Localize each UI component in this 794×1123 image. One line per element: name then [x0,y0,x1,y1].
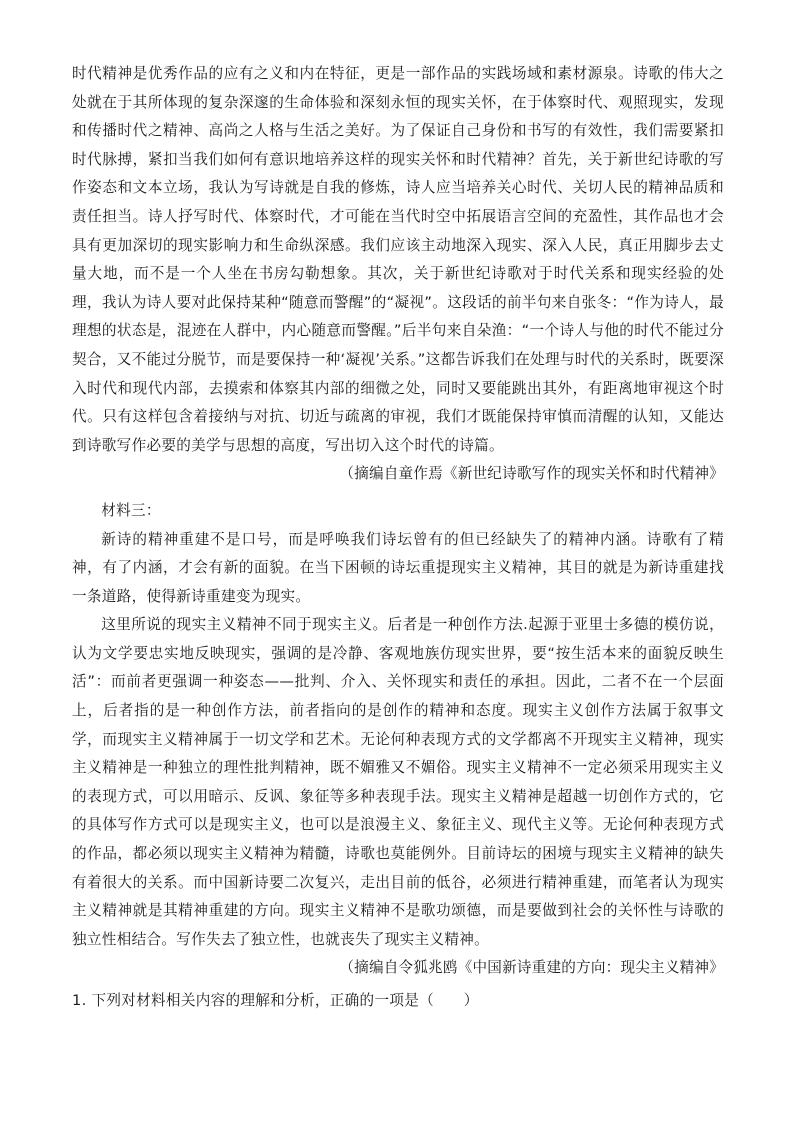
material3-paragraph-1: 新诗的精神重建不是口号，而是呼唤我们诗坛曾有的但已经缺失了的精神内涵。诗歌有了精神，有了内涵，才会有新的面貌。在当下困顿的诗坛重提现实主义精神，其目的就是为新诗重建找一条道路，使得新诗重建变为现实。 [72,530,724,605]
question-1: 1. 下列对材料相关内容的理解和分析，正确的一项是（ ） [72,992,479,1009]
material3-source: （摘编自令狐兆鸥《中国新诗重建的方向：现尖主义精神》 [339,959,724,977]
material3-paragraph-2: 这里所说的现实主义精神不同于现实主义。后者是一种创作方法.起源于亚里士多德的模仿说，认为文学要忠实地反映现实，强调的是冷静、客观地族仿现实世界，要“按生活本来的面貌反映生活”：而前者更强调一种姿态——批判、介入、关怀现实和责任的承担。因此，二者不在一个层面上，后者指的是一种创作方法，前者指向的是创作的精神和态度。现实主义创作方法属于叙事文学，而现实主义精神属于一切文学和艺术。无论何种表现方式的文学都离不开现实主义精神，现实主义精神是一种独立的理性批判精神，既不媚雅又不媚俗。现实主义精神不一定必须采用现实主义的表现方式，可以用暗示、反讽、象征等多种表现手法。现实主义精神是超越一切创作方式的，它的具体写作方式可以是现实主义，也可以是浪漫主义、象征主义、现代主义等。无论何种表现方式的作品，都必须以现实主义精神为精髓，诗歌也莫能例外。目前诗坛的困境与现实主义精神的缺失有着很大的关系。而中国新诗要二次复兴，走出目前的低谷，必须进行精神重建，而笔者认为现实主义精神就是其精神重建的方向。现实主义精神不是歌功颂德，而是要做到社会的关怀性与诗歌的独立性相结合。写作失去了独立性，也就丧失了现实主义精神。 [72,616,724,948]
material2-paragraph: 时代精神是优秀作品的应有之义和内在特征，更是一部作品的实践场域和素材源泉。诗歌的伟大之处就在于其所体现的复杂深邃的生命体验和深刻永恒的现实关怀，在于体察时代、观照现实，发现和传播时代之精神、高尚之人格与生活之美好。为了保证自己身份和书写的有效性，我们需要紧扣时代脉搏，紧扣当我们如何有意识地培养这样的现实关怀和时代精神？首先，关于新世纪诗歌的写作姿态和文本立场，我认为写诗就是自我的修炼，诗人应当培养关心时代、关切人民的精神品质和责任担当。诗人抒写时代、体察时代，才可能在当代时空中拓展语言空间的充盈性，其作品也才会具有更加深切的现实影响力和生命纵深感。我们应该主动地深入现实、深入人民，真正用脚步去丈量大地，而不是一个人坐在书房勾勒想象。其次，关于新世纪诗歌对于时代关系和现实经验的处理，我认为诗人要对此保持某种“随意而警醒”的“凝视”。这段话的前半句来自张冬：“作为诗人，最理想的状态是，混迹在人群中，内心随意而警醒。”后半句来自朵渔：“一个诗人与他的时代不能过分契合，又不能过分脱节，而是要保持一种‘凝视’关系。”这都告诉我们在处理与时代的关系时，既要深入时代和现代内部，去摸索和体察其内部的细微之处，同时又要能跳出其外，有距离地审视这个时代。只有这样包含着接纳与对抗、切近与疏离的审视，我们才既能保持审慎而清醒的认知，又能达到诗歌写作必要的美学与思想的高度，写出切入这个时代的诗篇。 [72,65,724,454]
material3-heading: 材料三： [101,501,161,519]
document-page [72,60,724,1016]
material2-source: （摘编自童作焉《新世纪诗歌写作的现实关怀和时代精神》 [339,465,724,483]
